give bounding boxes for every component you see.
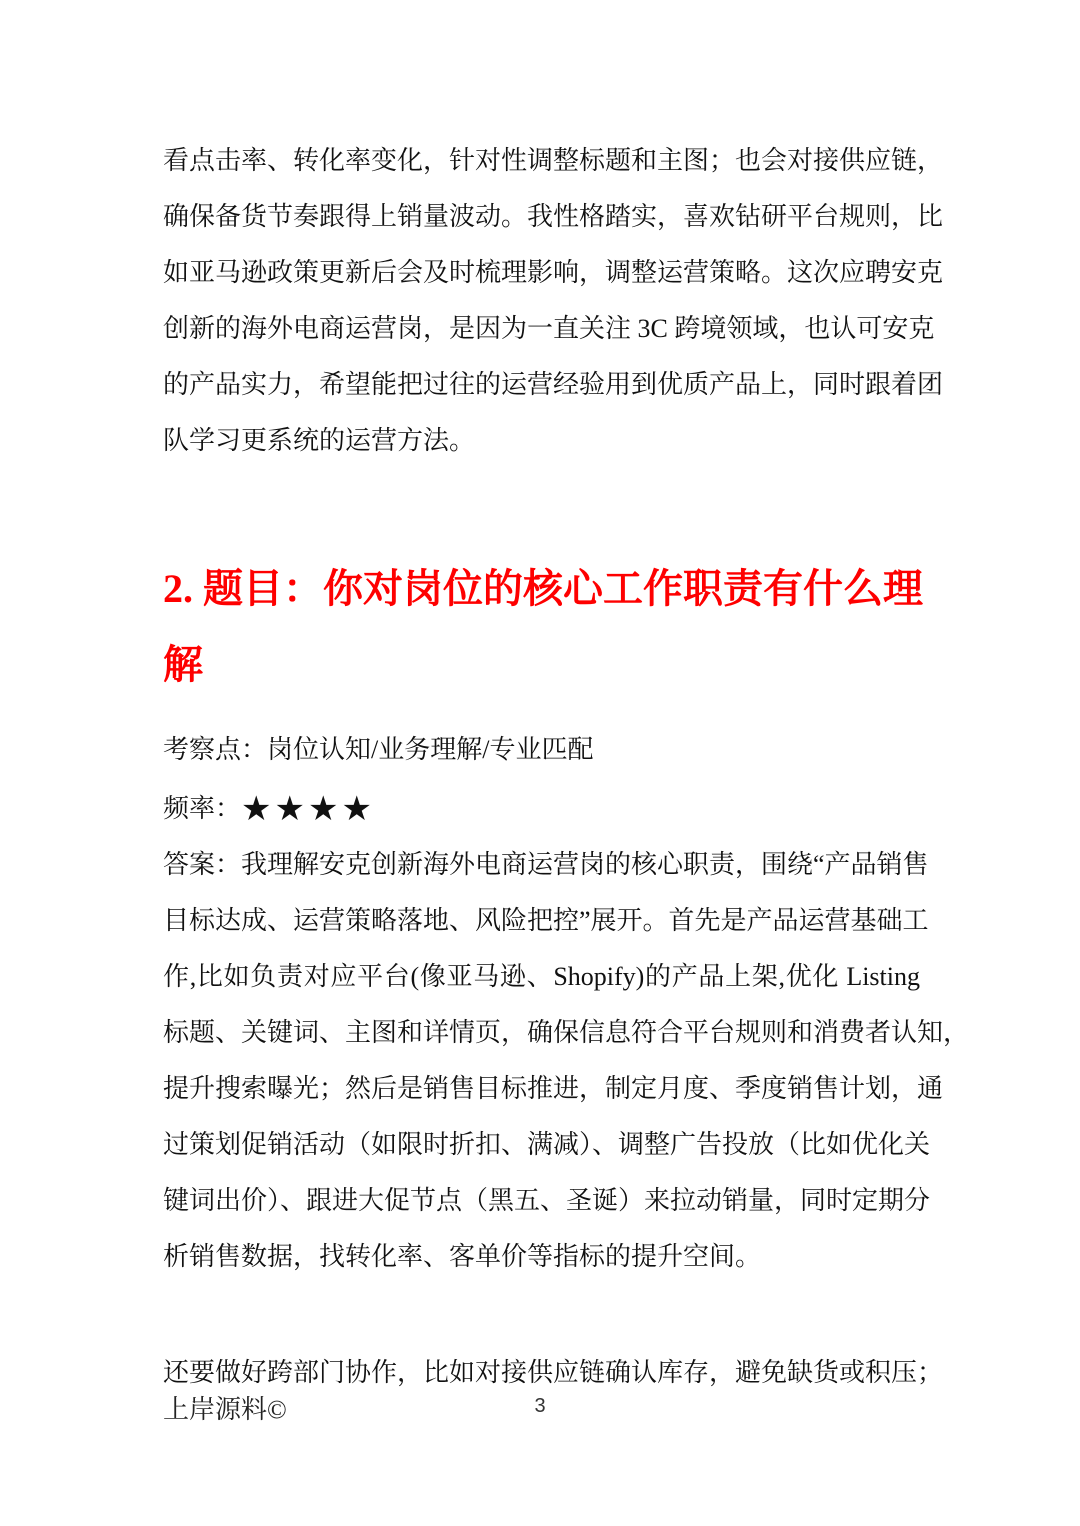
intro-paragraph (163, 133, 944, 469)
question-heading (163, 551, 923, 703)
intro-line-1: 看点击率、转化率变化，针对性调整标题和主图；也会对接供应链， (163, 146, 944, 175)
answer-line-5: 提升搜索曝光；然后是销售目标推进，制定月度、季度销售计划，通 (163, 1074, 944, 1103)
answer-line-7: 键词出价）、跟进大促节点（黑五、圣诞）来拉动销量，同时定期分 (163, 1186, 931, 1215)
answer-line-1: 答案：我理解安克创新海外电商运营岗的核心职责，围绕“产品销售 (163, 850, 929, 879)
exam-point (163, 722, 920, 778)
answer-line-3: 作,比如负责对应平台(像亚马逊、Shopify)的产品上架,优化 Listing (163, 962, 920, 991)
answer-line-4: 标题、关键词、主图和详情页，确保信息符合平台规则和消费者认知， (163, 1018, 970, 1047)
answer-line-8: 析销售数据，找转化率、客单价等指标的提升空间。 (163, 1242, 762, 1271)
intro-line-3: 如亚马逊政策更新后会及时梳理影响，调整运营策略。这次应聘安克 (163, 258, 944, 287)
answer-line-6: 过策划促销活动（如限时折扣、满减）、调整广告投放（比如优化关 (163, 1130, 931, 1159)
exam-point-text: 考察点：岗位认知/业务理解/专业匹配 (163, 735, 594, 764)
intro-line-5: 的产品实力，希望能把过往的运营经验用到优质产品上，同时跟着团 (163, 370, 944, 399)
page-number: 3 (534, 1395, 546, 1417)
intro-line-6: 队学习更系统的运营方法。 (163, 426, 476, 455)
frequency-label: 频率： (163, 794, 242, 823)
intro-line-4: 创新的海外电商运营岗，是因为一直关注 3C 跨境领域，也认可安克 (163, 314, 935, 343)
intro-line-2: 确保备货节奏跟得上销量波动。我性格踏实，喜欢钻研平台规则，比 (163, 202, 944, 231)
answer-line-2: 目标达成、运营策略落地、风险把控”展开。首先是产品运营基础工 (163, 906, 929, 935)
closing-line-1: 还要做好跨部门协作，比如对接供应链确认库存，避免缺货或积压； (163, 1358, 944, 1387)
frequency-star-rating: ★★★★ (241, 789, 375, 829)
watermark: 上岸源料© (163, 1395, 287, 1424)
frequency-row (163, 781, 920, 837)
question-heading-line-1: 2. 题目：你对岗位的核心工作职责有什么理 (163, 566, 923, 611)
answer-paragraph (163, 837, 970, 1285)
question-heading-line-2: 解 (163, 642, 203, 687)
